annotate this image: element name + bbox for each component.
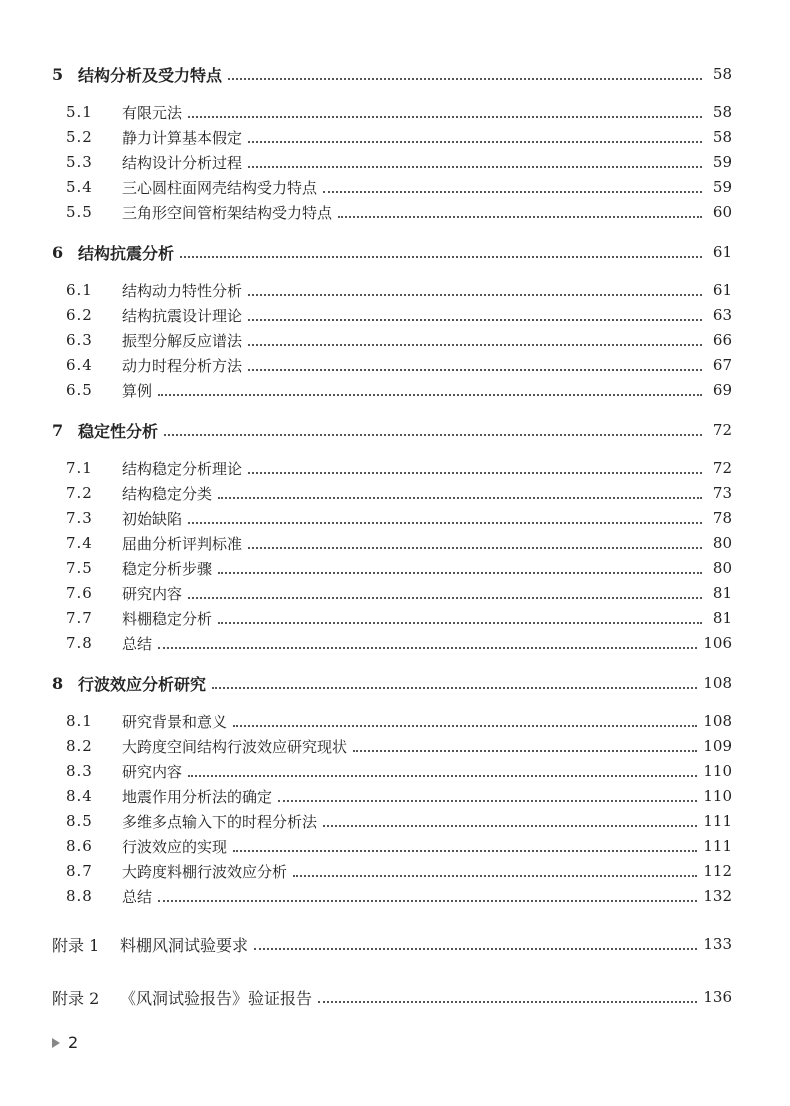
dot-leader — [233, 849, 697, 852]
toc-chapter-row[interactable] — [52, 419, 732, 441]
dot-leader — [248, 165, 702, 168]
toc-subsection-row[interactable] — [52, 482, 732, 504]
toc-appendix-row[interactable] — [52, 986, 732, 1008]
toc-entry-title: 总结 — [122, 634, 153, 653]
toc-entry-number: 6.1 — [66, 281, 93, 299]
toc-subsection-row[interactable] — [52, 607, 732, 629]
toc-entry-title: 屈曲分析评判标准 — [122, 534, 243, 553]
toc-subsection-row[interactable] — [52, 810, 732, 832]
toc-entry-number: 8.4 — [66, 787, 93, 805]
toc-entry-title: 三心圆柱面网壳结构受力特点 — [122, 178, 318, 197]
toc-entry-title: 行波效应的实现 — [122, 837, 228, 856]
toc-entry-page: 133 — [703, 935, 732, 953]
dot-leader — [248, 471, 702, 474]
toc-subsection-row[interactable] — [52, 379, 732, 401]
dot-leader — [233, 724, 697, 727]
toc-entry-number: 5.2 — [66, 128, 93, 146]
page-number: 2 — [68, 1033, 79, 1052]
toc-subsection-row[interactable] — [52, 101, 732, 123]
dot-leader — [180, 255, 702, 258]
toc-entry-number: 8 — [52, 673, 64, 693]
toc-entry-title: 地震作用分析法的确定 — [122, 787, 273, 806]
toc-subsection-row[interactable] — [52, 507, 732, 529]
toc-entry-number: 6.5 — [66, 381, 93, 399]
toc-entry-page: 67 — [712, 356, 732, 374]
toc-entry-number: 7 — [52, 420, 64, 440]
dot-leader — [188, 774, 697, 777]
toc-entry-number: 8.2 — [66, 737, 93, 755]
toc-entry-number: 7.4 — [66, 534, 93, 552]
toc-entry-page: 110 — [703, 787, 732, 805]
toc-entry-page: 132 — [703, 887, 732, 905]
toc-entry-page: 106 — [703, 634, 732, 652]
toc-entry-title: 结构动力特性分析 — [122, 281, 243, 300]
toc-entry-page: 72 — [712, 459, 732, 477]
toc-entry-number: 7.6 — [66, 584, 93, 602]
dot-leader — [248, 368, 702, 371]
dot-leader — [248, 293, 702, 296]
toc-entry-title: 结构稳定分类 — [122, 484, 213, 503]
toc-entry-title: 结构抗震设计理论 — [122, 306, 243, 325]
toc-entry-number: 7.7 — [66, 609, 93, 627]
toc-entry-title: 结构设计分析过程 — [122, 153, 243, 172]
toc-subsection-row[interactable] — [52, 835, 732, 857]
toc-entry-number: 7.1 — [66, 459, 93, 477]
toc-entry-title: 有限元法 — [122, 103, 183, 122]
dot-leader — [158, 899, 697, 902]
toc-entry-number: 8.8 — [66, 887, 93, 905]
toc-entry-number: 7.5 — [66, 559, 93, 577]
toc-entry-number: 8.1 — [66, 712, 93, 730]
toc-subsection-row[interactable] — [52, 735, 732, 757]
toc-entry-page: 80 — [712, 534, 732, 552]
dot-leader — [158, 393, 702, 396]
dot-leader — [318, 1000, 697, 1003]
toc-subsection-row[interactable] — [52, 279, 732, 301]
toc-chapter-row[interactable] — [52, 63, 732, 85]
toc-chapter-row[interactable] — [52, 241, 732, 263]
toc-entry-number: 5 — [52, 64, 64, 84]
dot-leader — [278, 799, 697, 802]
toc-subsection-row[interactable] — [52, 151, 732, 173]
toc-subsection-row[interactable] — [52, 885, 732, 907]
toc-subsection-row[interactable] — [52, 304, 732, 326]
toc-entry-page: 73 — [712, 484, 732, 502]
dot-leader — [254, 947, 697, 950]
toc-entry-number: 5.3 — [66, 153, 93, 171]
toc-entry-number: 6.4 — [66, 356, 93, 374]
toc-subsection-row[interactable] — [52, 532, 732, 554]
toc-entry-page: 108 — [703, 674, 732, 692]
toc-entry-title: 结构分析及受力特点 — [78, 65, 223, 85]
dot-leader — [158, 646, 697, 649]
dot-leader — [218, 496, 702, 499]
toc-entry-number: 6.3 — [66, 331, 93, 349]
toc-entry-title: 行波效应分析研究 — [78, 674, 207, 694]
toc-entry-title: 结构抗震分析 — [78, 243, 175, 263]
toc-chapter-row[interactable] — [52, 672, 732, 694]
dot-leader — [188, 596, 702, 599]
toc-entry-page: 111 — [703, 837, 732, 855]
toc-entry-title: 大跨度空间结构行波效应研究现状 — [122, 737, 348, 756]
toc-entry-title: 总结 — [122, 887, 153, 906]
dot-leader — [323, 190, 702, 193]
toc-entry-page: 63 — [712, 306, 732, 324]
dot-leader — [188, 521, 702, 524]
toc-subsection-row[interactable] — [52, 201, 732, 223]
dot-leader — [293, 874, 697, 877]
toc-entry-number: 5.4 — [66, 178, 93, 196]
toc-entry-page: 61 — [712, 243, 732, 261]
toc-entry-title: 振型分解反应谱法 — [122, 331, 243, 350]
toc-entry-page: 66 — [712, 331, 732, 349]
toc-entry-title: 结构稳定分析理论 — [122, 459, 243, 478]
toc-entry-page: 58 — [712, 103, 732, 121]
dot-leader — [164, 433, 702, 436]
toc-subsection-row[interactable] — [52, 176, 732, 198]
toc-entry-number: 7.2 — [66, 484, 93, 502]
toc-entry-number: 6.2 — [66, 306, 93, 324]
toc-entry-page: 109 — [703, 737, 732, 755]
toc-entry-title: 多维多点输入下的时程分析法 — [122, 812, 318, 831]
toc-entry-page: 72 — [712, 421, 732, 439]
toc-subsection-row[interactable] — [52, 760, 732, 782]
toc-subsection-row[interactable] — [52, 126, 732, 148]
dot-leader — [248, 318, 702, 321]
toc-entry-title: 大跨度料棚行波效应分析 — [122, 862, 288, 881]
toc-entry-page: 58 — [712, 128, 732, 146]
toc-entry-page: 81 — [712, 584, 732, 602]
toc-appendix-row[interactable] — [52, 933, 732, 955]
toc-entry-page: 108 — [703, 712, 732, 730]
dot-leader — [248, 343, 702, 346]
toc-subsection-row[interactable] — [52, 582, 732, 604]
toc-entry-number: 7.3 — [66, 509, 93, 527]
dot-leader — [212, 686, 697, 689]
dot-leader — [188, 115, 702, 118]
toc-subsection-row[interactable] — [52, 354, 732, 376]
toc-entry-number: 5.5 — [66, 203, 93, 221]
dot-leader — [218, 621, 702, 624]
toc-entry-title: 初始缺陷 — [122, 509, 183, 528]
toc-entry-title: 料棚稳定分析 — [122, 609, 213, 628]
toc-entry-title: 稳定分析步骤 — [122, 559, 213, 578]
dot-leader — [323, 824, 697, 827]
toc-entry-page: 111 — [703, 812, 732, 830]
toc-entry-title: 三角形空间管桁架结构受力特点 — [122, 203, 333, 222]
toc-entry-page: 58 — [712, 65, 732, 83]
toc-subsection-row[interactable] — [52, 457, 732, 479]
toc-entry-number: 8.3 — [66, 762, 93, 780]
toc-entry-page: 59 — [712, 178, 732, 196]
toc-entry-number: 附录 1 — [52, 935, 100, 955]
toc-entry-page: 69 — [712, 381, 732, 399]
toc-entry-page: 112 — [703, 862, 732, 880]
dot-leader — [218, 571, 702, 574]
dot-leader — [338, 215, 702, 218]
toc-entry-title: 料棚风洞试验要求 — [120, 935, 249, 955]
dot-leader — [228, 77, 702, 80]
page-footer — [52, 1033, 78, 1052]
toc-subsection-row[interactable] — [52, 632, 732, 654]
toc-entry-page: 59 — [712, 153, 732, 171]
dot-leader — [248, 140, 702, 143]
toc-entry-page: 60 — [712, 203, 732, 221]
toc-entry-title: 算例 — [122, 381, 153, 400]
toc-entry-page: 61 — [712, 281, 732, 299]
toc-entry-title: 静力计算基本假定 — [122, 128, 243, 147]
dot-leader — [353, 749, 697, 752]
toc-entry-number: 8.7 — [66, 862, 93, 880]
toc-subsection-row[interactable] — [52, 329, 732, 351]
toc-entry-title: 《风洞试验报告》验证报告 — [120, 988, 313, 1008]
triangle-right-icon — [52, 1038, 60, 1048]
toc-entry-title: 研究内容 — [122, 584, 183, 603]
toc-subsection-row[interactable] — [52, 860, 732, 882]
toc-entry-page: 136 — [703, 988, 732, 1006]
toc-entry-title: 动力时程分析方法 — [122, 356, 243, 375]
toc-entry-title: 研究内容 — [122, 762, 183, 781]
toc-entry-title: 稳定性分析 — [78, 421, 159, 441]
toc-entry-page: 81 — [712, 609, 732, 627]
toc-entry-number: 8.6 — [66, 837, 93, 855]
toc-entry-number: 附录 2 — [52, 988, 100, 1008]
toc-entry-number: 8.5 — [66, 812, 93, 830]
toc-entry-number: 5.1 — [66, 103, 93, 121]
toc-subsection-row[interactable] — [52, 785, 732, 807]
toc-entry-page: 110 — [703, 762, 732, 780]
toc-entry-title: 研究背景和意义 — [122, 712, 228, 731]
toc-entry-number: 7.8 — [66, 634, 93, 652]
dot-leader — [248, 546, 702, 549]
toc-subsection-row[interactable] — [52, 710, 732, 732]
toc-entry-number: 6 — [52, 242, 64, 262]
toc-entry-page: 78 — [712, 509, 732, 527]
toc-entry-page: 80 — [712, 559, 732, 577]
toc-subsection-row[interactable] — [52, 557, 732, 579]
